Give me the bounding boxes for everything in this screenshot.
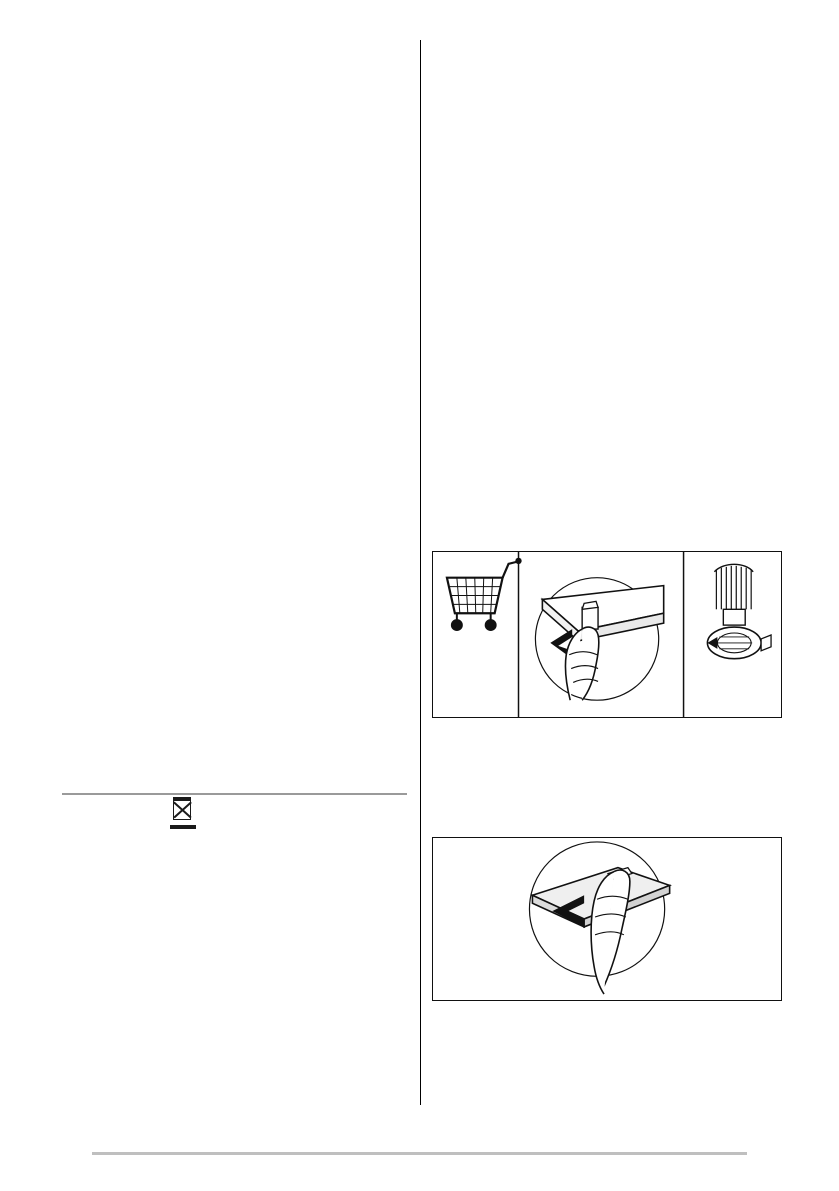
column-divider: [420, 40, 421, 1105]
filter-removal-illustration: [433, 552, 781, 717]
grease-filter-slide-illustration: [433, 838, 781, 1000]
bin-underline-bar: [170, 825, 196, 829]
shopping-cart-icon: [447, 558, 522, 631]
filter-removal-figure: [432, 551, 782, 718]
right-column-body-text: [432, 46, 782, 536]
left-column-body-text: [62, 46, 407, 781]
grease-filter-slide-figure: [432, 837, 782, 1001]
round-charcoal-filter-icon: [707, 564, 771, 658]
right-column-bottom-text: [432, 1012, 782, 1102]
crossed-out-wheelie-bin-icon: [170, 800, 196, 832]
right-column-mid-text: [432, 730, 782, 825]
left-column-weee-caption: [62, 845, 407, 1085]
footer-rule: [92, 1152, 747, 1155]
left-column-separator: [62, 793, 407, 795]
hand-pressing-latch-icon: [535, 578, 663, 701]
